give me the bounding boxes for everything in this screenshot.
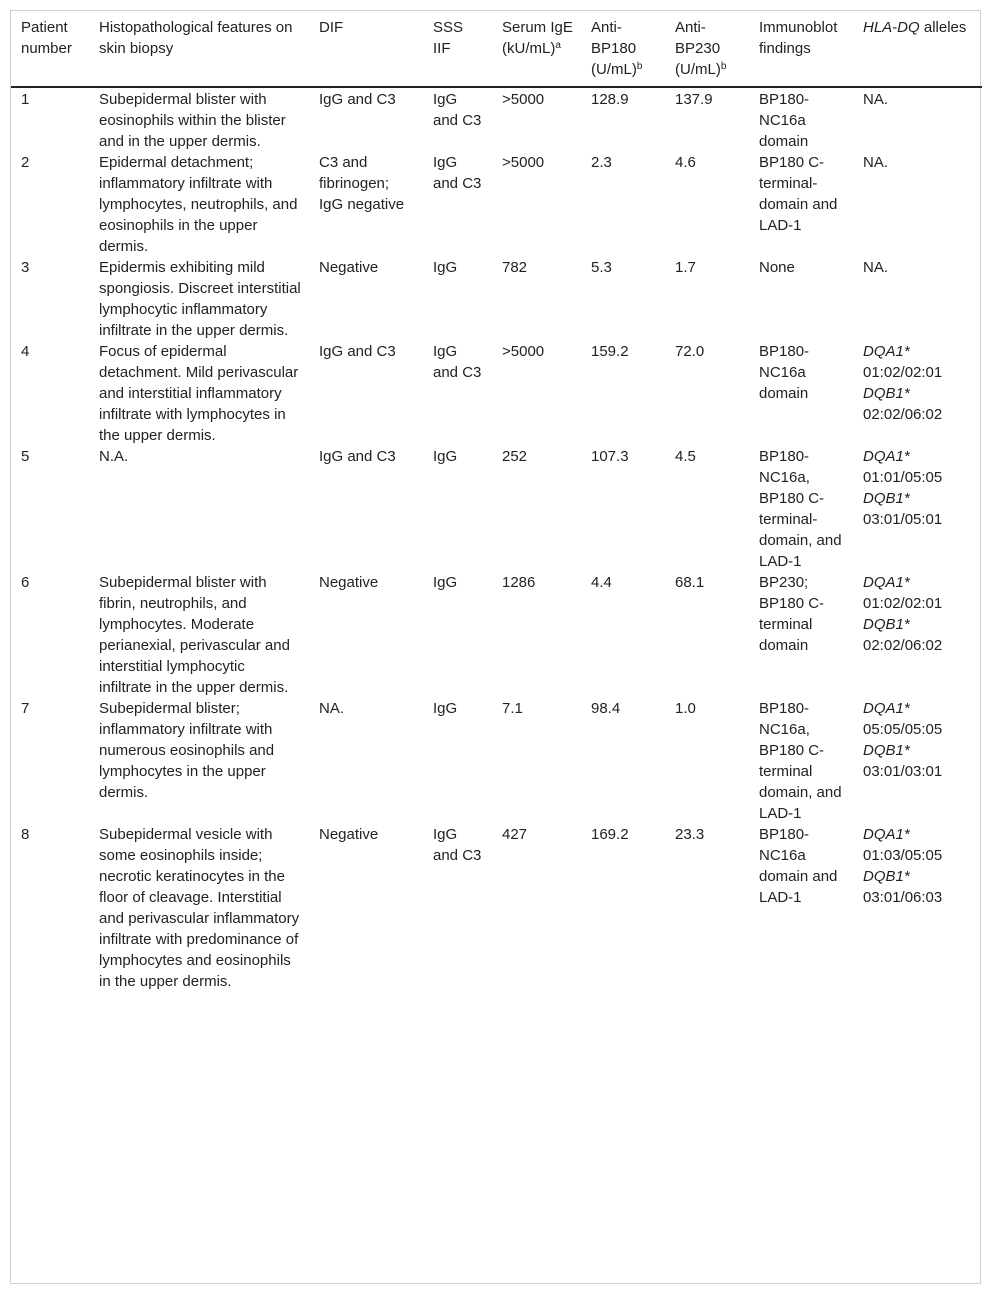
cell-dif: Negative (319, 259, 379, 276)
cell-immunoblot: BP230; BP180 C-terminal domain (759, 574, 825, 654)
cell-patient-number: 7 (21, 700, 30, 717)
cell-histopathology: Subepidermal blister; inflammatory infiltrate with numerous eosinophils and lymphocytes in the upper dermis. (99, 700, 275, 801)
cell-sss-iif: IgG (433, 700, 458, 717)
cell-anti-bp230: 1.7 (675, 259, 696, 276)
header-patient-number: Patient number (11, 11, 89, 87)
cell-anti-bp180: 4.4 (591, 574, 612, 591)
cell-dif: NA. (319, 700, 345, 717)
cell-patient-number: 4 (21, 343, 30, 360)
dqb1-alleles: 03:01/06:03 (863, 889, 943, 906)
header-anti-bp230-footnote: b (720, 61, 727, 72)
dqb1-label: DQB1* (863, 490, 910, 507)
dqa1-label: DQA1* (863, 700, 910, 717)
table-row (11, 341, 982, 446)
cell-serum-ige: 782 (502, 259, 528, 276)
cell-sss-iif: IgG (433, 259, 458, 276)
cell-immunoblot: BP180-NC16a domain (759, 343, 810, 402)
cell-sss-iif: IgG (433, 574, 458, 591)
cell-serum-ige: >5000 (502, 154, 545, 171)
cell-sss-iif: IgG (433, 448, 458, 465)
dqa1-label: DQA1* (863, 448, 910, 465)
cell-anti-bp230: 4.6 (675, 154, 696, 171)
table-header-row (11, 11, 982, 87)
cell-serum-ige: 1286 (502, 574, 536, 591)
table-row (11, 87, 982, 152)
cell-hla-dq (853, 698, 982, 824)
cell-patient-number: 2 (21, 154, 30, 171)
cell-sss-iif: IgG and C3 (433, 343, 482, 381)
table-row (11, 572, 982, 698)
table-row (11, 446, 982, 572)
cell-histopathology: Focus of epidermal detachment. Mild perivascular and interstitial inflammatory infiltrate with lymphocytes in the upper dermis. (99, 343, 299, 444)
cell-anti-bp230: 72.0 (675, 343, 705, 360)
header-hla-dq (853, 11, 982, 87)
dqb1-label: DQB1* (863, 385, 910, 402)
cell-immunoblot: BP180-NC16a, BP180 C-terminal-domain, and LAD-1 (759, 448, 842, 570)
table-row (11, 698, 982, 824)
cell-histopathology: Epidermal detachment; inflammatory infiltrate with lymphocytes, neutrophils, and eosinophils in the upper dermis. (99, 154, 298, 255)
header-anti-bp230 (665, 11, 749, 87)
header-serum-ige-label: Serum IgE (kU/mL) (502, 19, 573, 57)
cell-immunoblot: BP180-NC16a domain and LAD-1 (759, 826, 838, 906)
dqb1-alleles: 02:02/06:02 (863, 637, 943, 654)
cell-immunoblot: BP180 C-terminal-domain and LAD-1 (759, 154, 838, 234)
cell-sss-iif: IgG and C3 (433, 154, 482, 192)
dqb1-alleles: 03:01/03:01 (863, 763, 943, 780)
cell-anti-bp230: 23.3 (675, 826, 705, 843)
header-anti-bp180 (581, 11, 665, 87)
cell-anti-bp180: 159.2 (591, 343, 629, 360)
dqb1-alleles: 03:01/05:01 (863, 511, 943, 528)
cell-hla-dq (853, 446, 982, 572)
cell-anti-bp230: 1.0 (675, 700, 696, 717)
dqa1-label: DQA1* (863, 343, 910, 360)
cell-anti-bp230: 68.1 (675, 574, 705, 591)
header-sss-iif: SSS IIF (423, 11, 492, 87)
patient-data-table-container (10, 10, 981, 1284)
cell-anti-bp180: 5.3 (591, 259, 612, 276)
cell-hla-dq (853, 572, 982, 698)
cell-immunoblot: BP180-NC16a domain (759, 91, 810, 150)
header-anti-bp180-footnote: b (636, 61, 643, 72)
patient-data-table (11, 11, 982, 992)
header-serum-ige (492, 11, 581, 87)
cell-anti-bp180: 98.4 (591, 700, 621, 717)
dqa1-alleles: 01:02/02:01 (863, 364, 943, 381)
cell-patient-number: 3 (21, 259, 30, 276)
cell-immunoblot: None (759, 259, 795, 276)
dqa1-label: DQA1* (863, 826, 910, 843)
cell-anti-bp180: 169.2 (591, 826, 629, 843)
dqa1-alleles: 01:03/05:05 (863, 847, 943, 864)
cell-dif: IgG and C3 (319, 343, 396, 360)
cell-anti-bp180: 2.3 (591, 154, 612, 171)
cell-serum-ige: 252 (502, 448, 528, 465)
header-histopathology: Histopathological features on skin biopsy (89, 11, 309, 87)
header-hla-dq-gene: HLA-DQ (863, 19, 920, 36)
cell-hla-dq: NA. (863, 154, 889, 171)
cell-histopathology: N.A. (99, 448, 129, 465)
dqb1-alleles: 02:02/06:02 (863, 406, 943, 423)
header-dif: DIF (309, 11, 423, 87)
cell-patient-number: 5 (21, 448, 30, 465)
header-immunoblot: Immunoblot findings (749, 11, 853, 87)
cell-hla-dq: NA. (863, 91, 889, 108)
cell-serum-ige: 7.1 (502, 700, 523, 717)
header-anti-bp180-label: Anti-BP180 (U/mL) (591, 19, 637, 78)
cell-patient-number: 1 (21, 91, 30, 108)
dqa1-alleles: 01:01/05:05 (863, 469, 943, 486)
dqb1-label: DQB1* (863, 742, 910, 759)
cell-serum-ige: >5000 (502, 91, 545, 108)
table-row (11, 257, 982, 341)
cell-immunoblot: BP180-NC16a, BP180 C-terminal domain, and LAD-1 (759, 700, 842, 822)
cell-sss-iif: IgG and C3 (433, 826, 482, 864)
table-row (11, 152, 982, 257)
cell-dif: IgG and C3 (319, 91, 396, 108)
cell-patient-number: 6 (21, 574, 30, 591)
table-row (11, 824, 982, 992)
cell-serum-ige: >5000 (502, 343, 545, 360)
dqa1-label: DQA1* (863, 574, 910, 591)
cell-hla-dq: NA. (863, 259, 889, 276)
header-anti-bp230-label: Anti-BP230 (U/mL) (675, 19, 721, 78)
dqb1-label: DQB1* (863, 868, 910, 885)
dqb1-label: DQB1* (863, 616, 910, 633)
cell-histopathology: Epidermis exhibiting mild spongiosis. Discreet interstitial lymphocytic inflammatory infiltrate in the upper dermis. (99, 259, 301, 339)
cell-anti-bp230: 4.5 (675, 448, 696, 465)
cell-dif: IgG and C3 (319, 448, 396, 465)
header-serum-ige-footnote: a (555, 40, 561, 51)
cell-histopathology: Subepidermal blister with fibrin, neutrophils, and lymphocytes. Moderate perianexial, perivascular and interstitial lymphocytic infiltrate in the upper dermis. (99, 574, 290, 696)
cell-anti-bp180: 128.9 (591, 91, 629, 108)
cell-hla-dq (853, 824, 982, 992)
cell-dif: C3 and fibrinogen; IgG negative (319, 154, 405, 213)
cell-anti-bp180: 107.3 (591, 448, 629, 465)
cell-histopathology: Subepidermal blister with eosinophils within the blister and in the upper dermis. (99, 91, 286, 150)
cell-hla-dq (853, 341, 982, 446)
cell-anti-bp230: 137.9 (675, 91, 713, 108)
cell-histopathology: Subepidermal vesicle with some eosinophils inside; necrotic keratinocytes in the floor of cleavage. Interstitial and perivascular inflammatory infiltrate with predominance of lymphocytes and eosinophils in the upper dermis. (99, 826, 300, 990)
dqa1-alleles: 05:05/05:05 (863, 721, 943, 738)
cell-serum-ige: 427 (502, 826, 528, 843)
cell-patient-number: 8 (21, 826, 30, 843)
dqa1-alleles: 01:02/02:01 (863, 595, 943, 612)
cell-dif: Negative (319, 574, 379, 591)
cell-dif: Negative (319, 826, 379, 843)
cell-sss-iif: IgG and C3 (433, 91, 482, 129)
header-hla-dq-rest: alleles (923, 19, 967, 36)
